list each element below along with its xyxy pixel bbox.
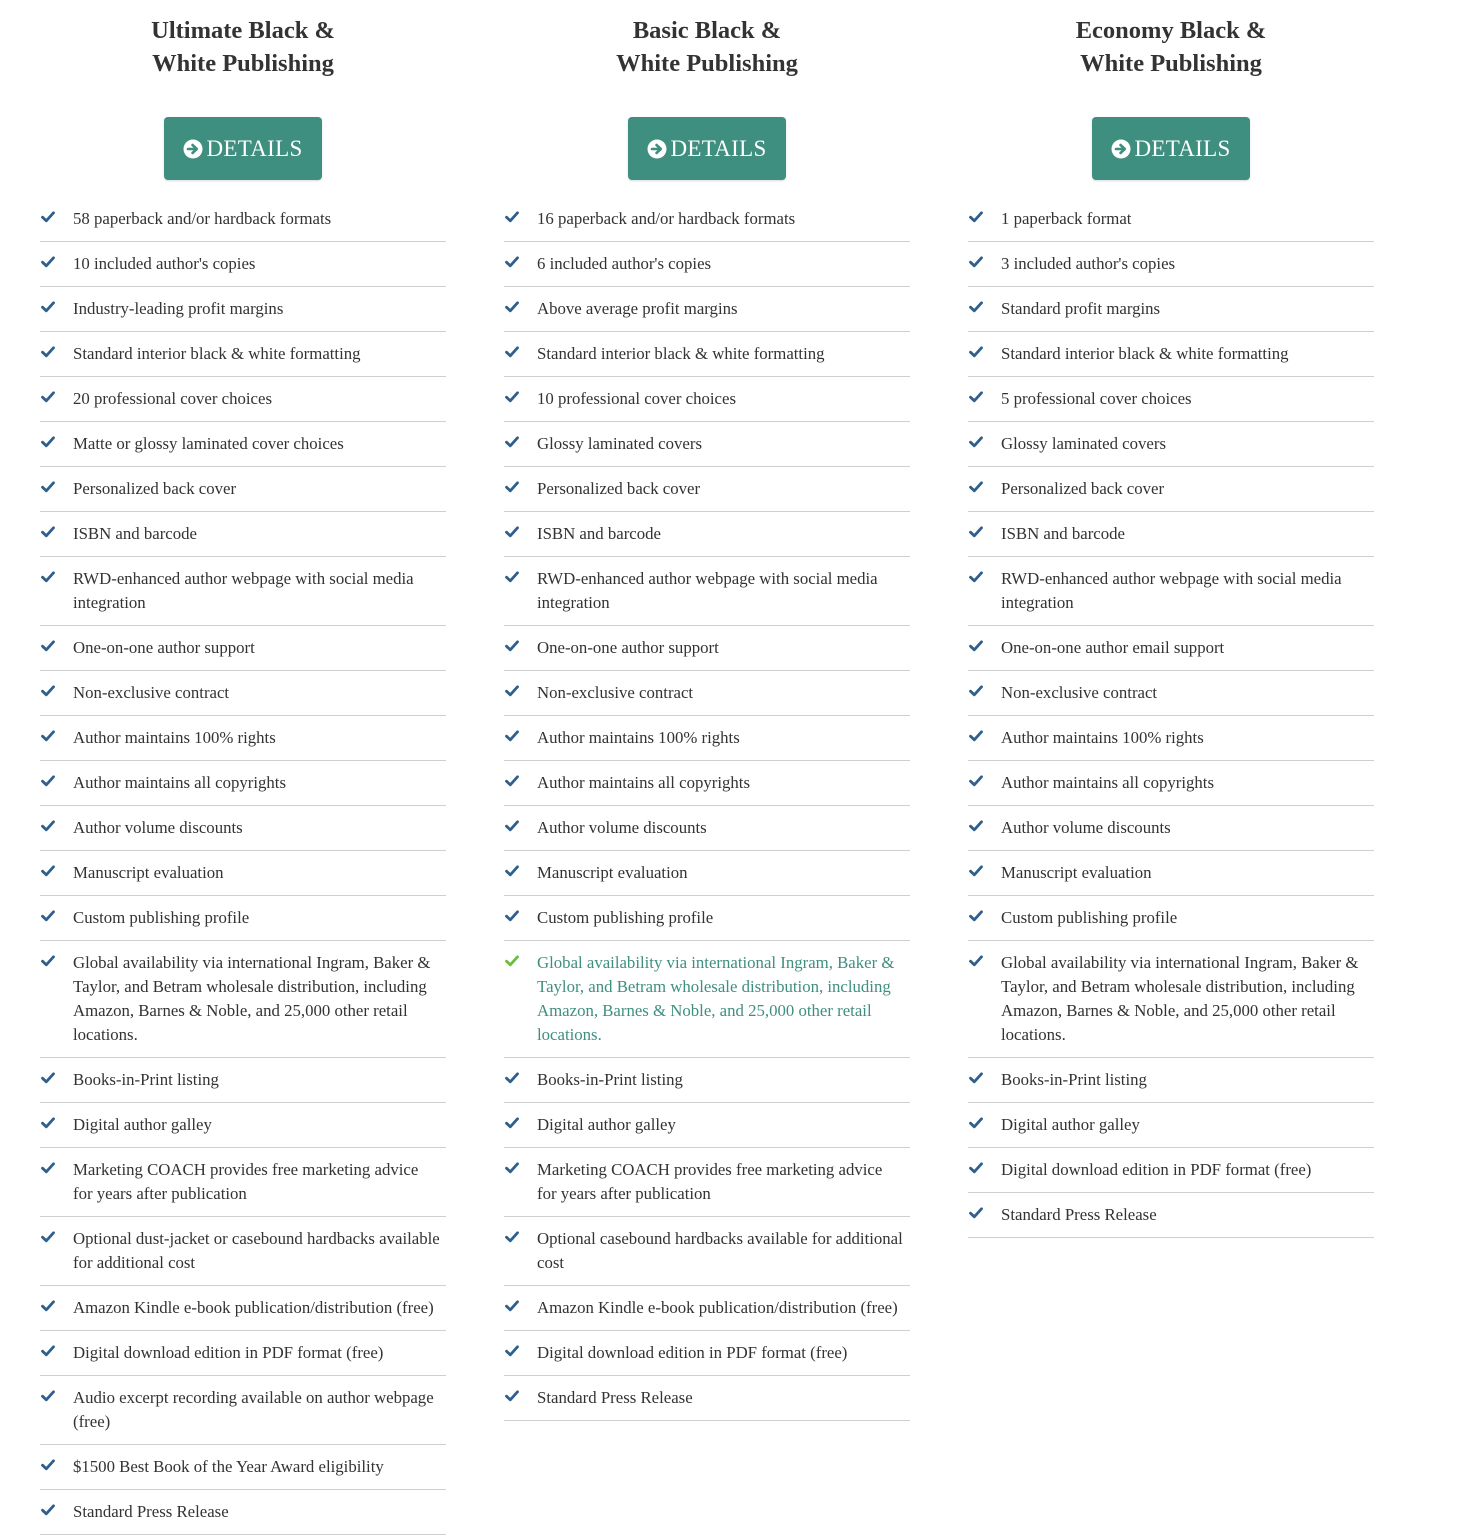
feature-text: One-on-one author support [73, 638, 255, 657]
feature-text: Author volume discounts [1001, 818, 1171, 837]
feature-text: Global availability via international Ingram, Baker & Taylor, and Betram wholesale distribution, including Amazon, Barnes & Noble, and 25,000 other retail locations. [1001, 953, 1359, 1044]
feature-item [968, 1103, 1374, 1148]
check-icon [505, 1300, 519, 1312]
feature-text: One-on-one author email support [1001, 638, 1225, 657]
feature-text: Books-in-Print listing [537, 1070, 683, 1089]
feature-text: Optional dust-jacket or casebound hardbacks available for additional cost [73, 1229, 440, 1272]
check-icon [969, 526, 983, 538]
feature-text: ISBN and barcode [537, 524, 661, 543]
feature-text: 1 paperback format [1001, 209, 1132, 228]
feature-item [968, 806, 1374, 851]
feature-text: Manuscript evaluation [537, 863, 688, 882]
feature-text: 16 paperback and/or hardback formats [537, 209, 796, 228]
feature-item [40, 896, 446, 941]
check-icon [969, 820, 983, 832]
feature-item [40, 1445, 446, 1490]
feature-text: Audio excerpt recording available on author webpage (free) [73, 1388, 434, 1431]
feature-text: $1500 Best Book of the Year Award eligibility [73, 1457, 384, 1476]
feature-item [968, 422, 1374, 467]
feature-item [504, 1217, 910, 1286]
feature-item [40, 1103, 446, 1148]
feature-text: ISBN and barcode [1001, 524, 1125, 543]
feature-text: RWD-enhanced author webpage with social media integration [1001, 569, 1342, 612]
check-icon [969, 775, 983, 787]
check-icon [969, 436, 983, 448]
feature-text: 3 included author's copies [1001, 254, 1176, 273]
feature-text: Standard Press Release [537, 1388, 693, 1407]
check-icon [505, 1072, 519, 1084]
check-icon [505, 1345, 519, 1357]
details-button-label: DETAILS [670, 135, 767, 161]
feature-text: One-on-one author support [537, 638, 719, 657]
arrow-circle-right-icon [1111, 139, 1131, 159]
feature-item [504, 1331, 910, 1376]
feature-item [40, 941, 446, 1058]
check-icon [41, 571, 55, 583]
details-button-label: DETAILS [206, 135, 303, 161]
check-icon [41, 1459, 55, 1471]
feature-item [968, 242, 1374, 287]
feature-text: 10 included author's copies [73, 254, 256, 273]
check-icon [505, 820, 519, 832]
feature-item [40, 467, 446, 512]
check-icon [41, 1072, 55, 1084]
feature-text: Custom publishing profile [537, 908, 714, 927]
feature-item [40, 1331, 446, 1376]
plan-column-basic [504, 0, 910, 1421]
check-icon [969, 955, 983, 967]
feature-text: Amazon Kindle e-book publication/distribution (free) [537, 1298, 898, 1317]
check-icon [505, 910, 519, 922]
feature-text: Standard Press Release [73, 1502, 229, 1521]
check-icon [41, 526, 55, 538]
feature-item [968, 716, 1374, 761]
plan-title [504, 0, 910, 80]
check-icon [41, 1345, 55, 1357]
feature-text: 5 professional cover choices [1001, 389, 1192, 408]
check-icon [969, 730, 983, 742]
plan-column-economy [968, 0, 1374, 1238]
feature-text: Personalized back cover [537, 479, 701, 498]
feature-text: Digital author galley [1001, 1115, 1140, 1134]
feature-item [40, 512, 446, 557]
check-icon [505, 1162, 519, 1174]
feature-item [40, 1058, 446, 1103]
feature-item [504, 287, 910, 332]
feature-item [504, 941, 910, 1058]
check-icon [969, 571, 983, 583]
feature-item [504, 1103, 910, 1148]
check-icon [41, 775, 55, 787]
check-icon [41, 1117, 55, 1129]
feature-text: Manuscript evaluation [1001, 863, 1152, 882]
check-icon [505, 526, 519, 538]
feature-text: Marketing COACH provides free marketing advice for years after publication [73, 1160, 419, 1203]
feature-text: 6 included author's copies [537, 254, 712, 273]
feature-text: Digital author galley [537, 1115, 676, 1134]
check-icon [505, 730, 519, 742]
details-button-wrapper [504, 117, 910, 181]
check-icon [505, 685, 519, 697]
feature-item [40, 1376, 446, 1445]
feature-text: Author maintains all copyrights [537, 773, 750, 792]
check-icon [41, 640, 55, 652]
check-icon [969, 481, 983, 493]
feature-text: 58 paperback and/or hardback formats [73, 209, 332, 228]
feature-text: Custom publishing profile [73, 908, 250, 927]
check-icon [505, 955, 519, 967]
feature-text: Personalized back cover [1001, 479, 1165, 498]
feature-text: 10 professional cover choices [537, 389, 736, 408]
feature-text: Personalized back cover [73, 479, 237, 498]
feature-item [40, 422, 446, 467]
feature-text: Digital author galley [73, 1115, 212, 1134]
feature-text: Manuscript evaluation [73, 863, 224, 882]
feature-item [40, 851, 446, 896]
feature-text: Global availability via international Ingram, Baker & Taylor, and Betram wholesale distribution, including Amazon, Barnes & Noble, and 25,000 other retail locations. [537, 953, 895, 1044]
check-icon [41, 256, 55, 268]
check-icon [505, 571, 519, 583]
check-icon [41, 685, 55, 697]
check-icon [505, 346, 519, 358]
feature-text: Marketing COACH provides free marketing advice for years after publication [537, 1160, 883, 1203]
check-icon [505, 256, 519, 268]
feature-item [968, 671, 1374, 716]
feature-item [40, 626, 446, 671]
feature-text: Author volume discounts [537, 818, 707, 837]
feature-item [40, 287, 446, 332]
feature-item [968, 761, 1374, 806]
feature-item [968, 512, 1374, 557]
feature-item [504, 197, 910, 242]
feature-text: 20 professional cover choices [73, 389, 272, 408]
feature-item [504, 716, 910, 761]
feature-item [968, 467, 1374, 512]
feature-text: Standard interior black & white formatting [537, 344, 825, 363]
feature-item [504, 896, 910, 941]
feature-item [968, 287, 1374, 332]
plan-title-line-2: White Publishing [152, 50, 334, 77]
feature-item [504, 626, 910, 671]
check-icon [969, 1207, 983, 1219]
check-icon [41, 346, 55, 358]
feature-item [40, 1148, 446, 1217]
check-icon [969, 391, 983, 403]
feature-item [968, 332, 1374, 377]
check-icon [505, 481, 519, 493]
plan-title-line-2: White Publishing [616, 50, 798, 77]
check-icon [41, 730, 55, 742]
check-icon [969, 910, 983, 922]
check-icon [505, 1231, 519, 1243]
feature-item [968, 896, 1374, 941]
feature-text: Author maintains all copyrights [73, 773, 286, 792]
check-icon [505, 301, 519, 313]
feature-item [968, 941, 1374, 1058]
check-icon [41, 1231, 55, 1243]
feature-item [504, 671, 910, 716]
feature-text: Digital download edition in PDF format (free) [1001, 1160, 1312, 1179]
feature-text: Above average profit margins [537, 299, 738, 318]
feature-item [968, 626, 1374, 671]
feature-item [968, 1058, 1374, 1103]
check-icon [969, 301, 983, 313]
check-icon [505, 865, 519, 877]
feature-item [40, 242, 446, 287]
feature-text: Custom publishing profile [1001, 908, 1178, 927]
feature-item [968, 377, 1374, 422]
check-icon [505, 211, 519, 223]
feature-text: Author volume discounts [73, 818, 243, 837]
feature-text: Amazon Kindle e-book publication/distribution (free) [73, 1298, 434, 1317]
feature-item [504, 1148, 910, 1217]
feature-text: Author maintains 100% rights [537, 728, 740, 747]
feature-text: RWD-enhanced author webpage with social media integration [73, 569, 414, 612]
feature-text: Books-in-Print listing [1001, 1070, 1147, 1089]
feature-item [504, 1286, 910, 1331]
feature-list [504, 197, 910, 1421]
feature-list [968, 197, 1374, 1238]
plan-title [968, 0, 1374, 80]
feature-item [968, 851, 1374, 896]
feature-item [968, 1193, 1374, 1238]
check-icon [505, 1390, 519, 1402]
feature-item [40, 332, 446, 377]
feature-text: Standard interior black & white formatting [73, 344, 361, 363]
feature-item [504, 1058, 910, 1103]
plan-column-ultimate [40, 0, 446, 1535]
check-icon [505, 640, 519, 652]
feature-text: Author maintains 100% rights [1001, 728, 1204, 747]
feature-text: Digital download edition in PDF format (free) [537, 1343, 848, 1362]
check-icon [41, 1390, 55, 1402]
check-icon [505, 391, 519, 403]
feature-text: Author maintains all copyrights [1001, 773, 1214, 792]
check-icon [505, 1117, 519, 1129]
check-icon [41, 1162, 55, 1174]
check-icon [41, 820, 55, 832]
feature-item [504, 761, 910, 806]
check-icon [41, 910, 55, 922]
check-icon [969, 1117, 983, 1129]
feature-item [40, 557, 446, 626]
arrow-circle-right-icon [183, 139, 203, 159]
feature-item [968, 197, 1374, 242]
feature-item [40, 197, 446, 242]
feature-item [968, 1148, 1374, 1193]
details-button[interactable] [628, 117, 786, 180]
feature-item [504, 422, 910, 467]
plan-title-line-1: Basic Black & [632, 17, 782, 44]
feature-item [504, 557, 910, 626]
check-icon [41, 481, 55, 493]
feature-text: Digital download edition in PDF format (free) [73, 1343, 384, 1362]
feature-text: Optional casebound hardbacks available for additional cost [537, 1229, 903, 1272]
feature-item [40, 806, 446, 851]
feature-item [40, 716, 446, 761]
feature-item [40, 377, 446, 422]
feature-text: Glossy laminated covers [537, 434, 702, 453]
feature-item [40, 1286, 446, 1331]
feature-text: Books-in-Print listing [73, 1070, 219, 1089]
check-icon [41, 436, 55, 448]
feature-text: RWD-enhanced author webpage with social media integration [537, 569, 878, 612]
check-icon [969, 685, 983, 697]
feature-text: Standard Press Release [1001, 1205, 1157, 1224]
feature-item [504, 242, 910, 287]
feature-item [40, 1490, 446, 1535]
feature-item [504, 851, 910, 896]
feature-item [504, 377, 910, 422]
feature-text: Matte or glossy laminated cover choices [73, 434, 344, 453]
feature-item [504, 1376, 910, 1421]
check-icon [41, 865, 55, 877]
check-icon [969, 640, 983, 652]
feature-text: Standard interior black & white formatting [1001, 344, 1289, 363]
feature-item [40, 761, 446, 806]
feature-list [40, 197, 446, 1535]
check-icon [969, 865, 983, 877]
feature-text: Glossy laminated covers [1001, 434, 1166, 453]
check-icon [41, 301, 55, 313]
details-button-label: DETAILS [1134, 135, 1231, 161]
feature-text: Industry-leading profit margins [73, 299, 284, 318]
plan-title-line-1: Ultimate Black & [151, 17, 335, 44]
plan-title-line-1: Economy Black & [1075, 17, 1267, 44]
check-icon [505, 775, 519, 787]
feature-text: Non-exclusive contract [1001, 683, 1158, 702]
feature-item [504, 512, 910, 557]
plan-title [40, 0, 446, 80]
details-button-wrapper [40, 117, 446, 181]
feature-item [504, 332, 910, 377]
check-icon [41, 1300, 55, 1312]
check-icon [41, 955, 55, 967]
feature-text: Standard profit margins [1001, 299, 1161, 318]
feature-item [968, 557, 1374, 626]
check-icon [969, 1162, 983, 1174]
check-icon [41, 391, 55, 403]
feature-text: Global availability via international Ingram, Baker & Taylor, and Betram wholesale distribution, including Amazon, Barnes & Noble, and 25,000 other retail locations. [73, 953, 431, 1044]
check-icon [969, 211, 983, 223]
details-button[interactable] [1092, 117, 1250, 180]
feature-item [504, 467, 910, 512]
check-icon [969, 1072, 983, 1084]
feature-item [40, 671, 446, 716]
feature-text: ISBN and barcode [73, 524, 197, 543]
check-icon [505, 436, 519, 448]
feature-item [504, 806, 910, 851]
arrow-circle-right-icon [647, 139, 667, 159]
feature-item [40, 1217, 446, 1286]
feature-text: Author maintains 100% rights [73, 728, 276, 747]
check-icon [41, 1504, 55, 1516]
check-icon [41, 211, 55, 223]
details-button[interactable] [164, 117, 322, 180]
plan-title-line-2: White Publishing [1080, 50, 1262, 77]
feature-text: Non-exclusive contract [73, 683, 230, 702]
check-icon [969, 346, 983, 358]
check-icon [969, 256, 983, 268]
feature-text: Non-exclusive contract [537, 683, 694, 702]
details-button-wrapper [968, 117, 1374, 181]
